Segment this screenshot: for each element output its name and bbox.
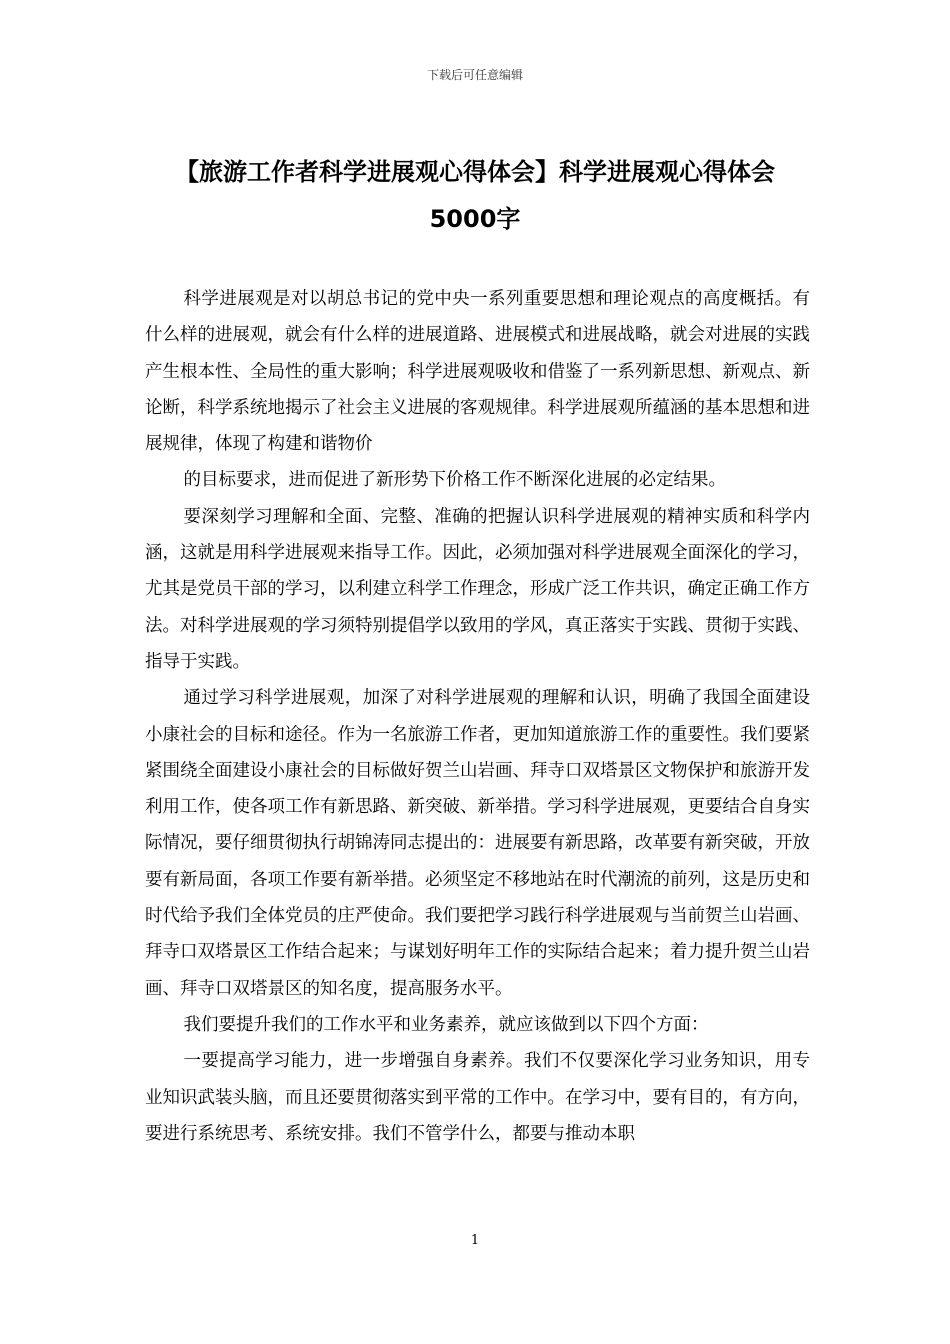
paragraph: 我们要提升我们的工作水平和业务素养，就应该做到以下四个方面： [183,1014,709,1035]
document-title-line-1: 【旅游工作者科学进展观心得体会】科学进展观心得体会 [175,158,775,186]
page-number: 1 [470,1233,480,1248]
document-title-line-2: 5000字 [429,205,521,233]
paragraph: 科学进展观是对以胡总书记的党中央一系列重要思想和理论观点的高度概括。有什么样的进展观，就会有什么样的进展道路、进展模式和进展战略，就会对进展的实践产生根本性、全局性的重大影响；科学进展观吸收和借鉴了一系列新思想、新观点、新论断，科学系统地揭示了社会主义进展的客观规律。科学进展观所蕴涵的基本思想和进展规律，体现了构建和谐物价 [145,289,810,455]
paragraph: 要深刻学习理解和全面、完整、准确的把握认识科学进展观的精神实质和科学内涵，这就是用科学进展观来指导工作。因此，必须加强对科学进展观全面深化的学习，尤其是党员干部的学习，以利建立科学工作理念，形成广泛工作共识，确定正确工作方法。对科学进展观的学习须特别提倡学以致用的学风，真正落实于实践、贯彻于实践、指导于实践。 [145,506,810,672]
paragraph: 一要提高学习能力，进一步增强自身素养。我们不仅要深化学习业务知识，用专业知识武装头脑，而且还要贯彻落实到平常的工作中。在学习中，要有目的，有方向，要进行系统思考、系统安排。我们不管学什么，都要与推动本职 [145,1051,810,1144]
paragraph: 通过学习科学进展观，加深了对科学进展观的理解和认识，明确了我国全面建设小康社会的目标和途径。作为一名旅游工作者，更加知道旅游工作的重要性。我们要紧紧围绕全面建设小康社会的目标做好贺兰山岩画、拜寺口双塔景区文物保护和旅游开发利用工作，使各项工作有新思路、新突破、新举措。学习科学进展观，更要结合自身实际情况，要仔细贯彻执行胡锦涛同志提出的：进展要有新思路，改革要有新突破，开放要有新局面，各项工作要有新举措。必须坚定不移地站在时代潮流的前列，这是历史和时代给予我们全体党员的庄严使命。我们要把学习践行科学进展观与当前贺兰山岩画、拜寺口双塔景区工作结合起来；与谋划好明年工作的实际结合起来；着力提升贺兰山岩画、拜寺口双塔景区的知名度，提高服务水平。 [145,688,810,999]
document-body [145,281,810,1152]
header-note: 下载后可任意编辑 [426,68,523,82]
paragraph: 的目标要求，进而促进了新形势下价格工作不断深化进展的必定结果。 [183,470,726,491]
